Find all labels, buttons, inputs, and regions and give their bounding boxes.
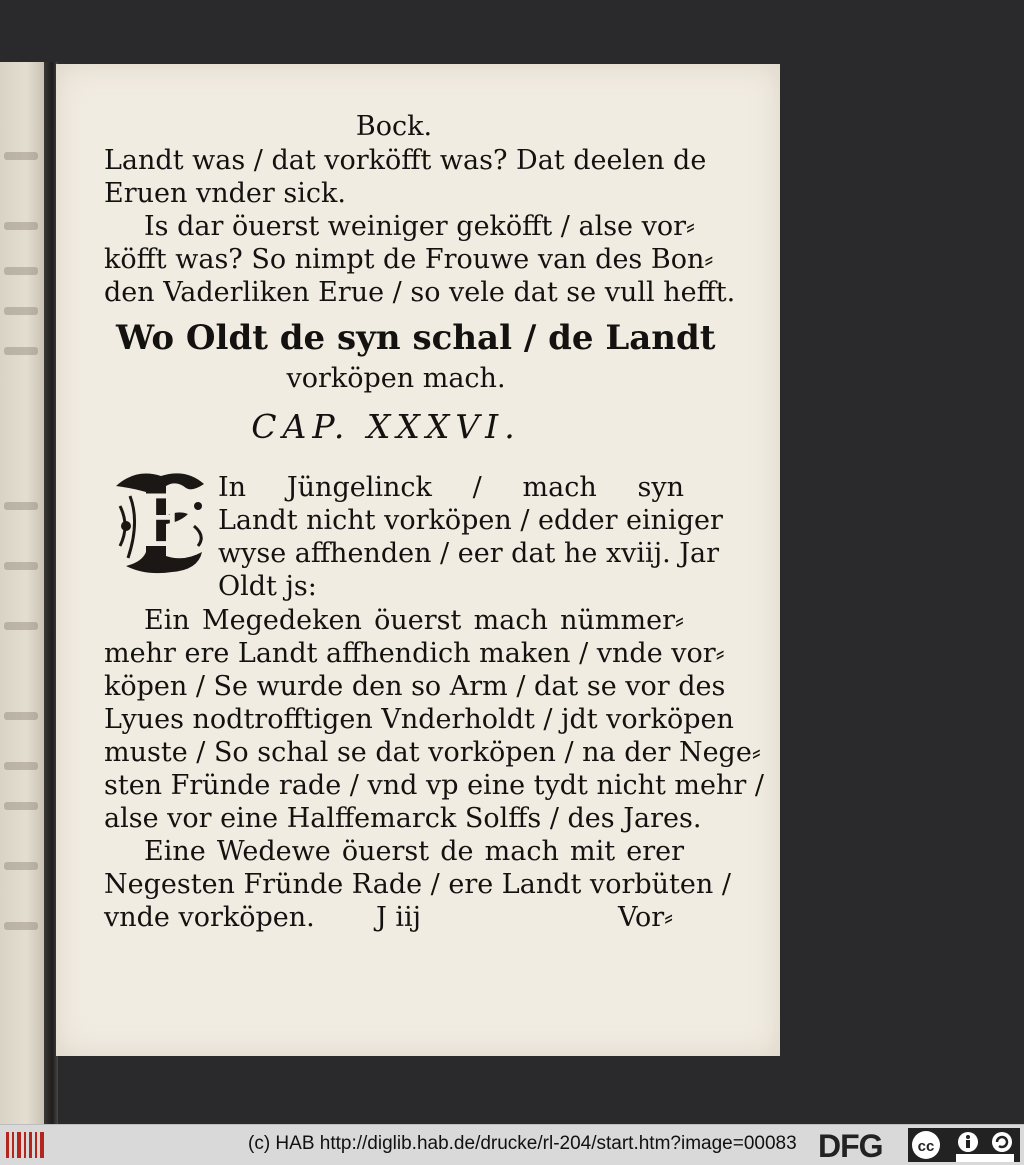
- copyright-link[interactable]: (c) HAB http://diglib.hab.de/drucke/rl-204/start.htm?image=00083: [248, 1133, 797, 1154]
- barcode-icon: [6, 1132, 46, 1158]
- text-line: Is dar öuerst weiniger geköfft / alse vor⸗: [144, 211, 696, 242]
- text-line: sten Fründe rade / vnd vp eine tydt nicht mehr /: [104, 770, 764, 801]
- text-line: Eruen vnder sick.: [104, 178, 346, 209]
- text-line: köfft was? So nimpt de Frouwe van des Bon⸗: [104, 244, 714, 275]
- text-line: Oldt js:: [218, 571, 317, 602]
- section-heading: Wo Oldt de syn schal / de Landt: [116, 318, 716, 358]
- text-line: wyse affhenden / eer dat he xviij. Jar: [218, 538, 720, 569]
- decorated-initial-icon: [106, 466, 214, 578]
- catchword: Vor⸗: [618, 902, 674, 933]
- text-line: muste / So schal se dat vorköpen / na der Nege⸗: [104, 737, 761, 768]
- section-heading-line2: vorköpen mach.: [286, 363, 506, 394]
- text-line: vnde vorköpen.: [104, 902, 315, 933]
- viewer-footer: [0, 1124, 1024, 1165]
- text-line: den Vaderliken Erue / so vele dat se vull hefft.: [104, 277, 736, 308]
- initial-letter: E: [132, 478, 188, 563]
- text-line: Eine Wedewe öuerst de mach mit erer: [144, 836, 684, 867]
- text-line: mehr ere Landt affhendich maken / vnde vor⸗: [104, 638, 725, 669]
- text-line: Landt nicht vorköpen / edder einiger: [218, 505, 723, 536]
- text-line: Negesten Fründe Rade / ere Landt vorbüten /: [104, 869, 731, 900]
- text-line: Landt was / dat vorköfft was? Dat deelen de: [104, 145, 707, 176]
- chapter-number: CAP. XXXVI.: [251, 407, 521, 446]
- text-line: Ein Megedeken öuerst mach nümmer⸗: [144, 605, 684, 636]
- running-head: Bock.: [355, 111, 433, 142]
- cc-license-icon[interactable]: [908, 1128, 1020, 1162]
- text-line: alse vor eine Halffemarck Solffs / des Jares.: [104, 803, 702, 834]
- text-line: In Jüngelinck / mach syn: [218, 472, 684, 503]
- svg-text:cc: cc: [917, 1138, 935, 1155]
- previous-page-edge: [0, 62, 44, 1124]
- dfg-logo[interactable]: DFG: [818, 1128, 883, 1164]
- text-line: Lyues nodtrofftigen Vnderholdt / jdt vorköpen: [104, 704, 734, 735]
- text-line: köpen / Se wurde den so Arm / dat se vor des: [104, 671, 726, 702]
- signature-mark: J iij: [376, 902, 422, 933]
- book-page: [56, 64, 780, 1056]
